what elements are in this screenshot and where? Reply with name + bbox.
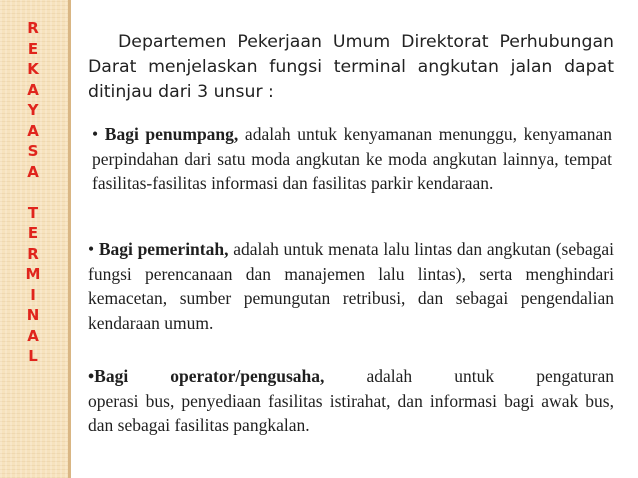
vertical-title — [22, 18, 44, 367]
intro-text: Departemen Pekerjaan Umum Direktorat Perhubungan Darat menjelaskan fungsi terminal angkutan jalan dapat ditinjau dari 3 unsur : — [88, 32, 614, 102]
title-letter: Y — [27, 101, 39, 119]
bullet-first-line — [88, 364, 614, 389]
title-letter: A — [27, 162, 39, 181]
bullet-heading: Bagi penumpang, — [104, 124, 239, 144]
bullet-heading-word-text: Bagi — [94, 366, 129, 386]
title-letter: A — [27, 121, 39, 140]
title-letter: M — [25, 265, 41, 283]
bullet-marker: • — [92, 124, 99, 144]
bullet-body-word: untuk — [454, 366, 495, 386]
bullet-body-word: pengaturan — [536, 366, 614, 386]
title-letter: K — [27, 60, 39, 78]
title-letter: R — [27, 244, 39, 263]
bullet-heading-word: operator/pengusaha, — [170, 366, 325, 386]
bullet-heading-word — [88, 364, 128, 389]
title-letter: I — [30, 285, 36, 304]
title-letter: A — [27, 80, 39, 99]
bullet-marker: • — [88, 366, 95, 386]
bullet-marker: • — [88, 239, 95, 259]
title-letter: E — [27, 224, 39, 242]
title-letter: L — [28, 347, 38, 365]
title-letter: E — [27, 39, 39, 58]
bullet-operator — [88, 364, 614, 438]
intro-paragraph — [88, 30, 614, 105]
title-letter: R — [27, 19, 39, 37]
bullet-pemerintah — [88, 237, 614, 335]
title-letter: T — [27, 203, 39, 222]
bullet-body-rest: operasi bus, penyediaan fasilitas istirahat, dan informasi bagi awak bus, dan sebagai fasilitas pangkalan. — [88, 390, 614, 435]
bullet-body: adalah untuk menata lalu lintas dan angkutan (sebagai fungsi perencanaan dan manajemen lalu lintas), serta menghindari kemacetan, sumber pemungutan retribusi, dan sebagai pengendalian kendaraan umum. — [88, 239, 615, 333]
bullet-heading: Bagi pemerintah, — [98, 239, 229, 259]
title-letter: N — [26, 306, 40, 324]
title-letter: S — [27, 142, 39, 160]
bullet-body-word: adalah — [366, 366, 413, 386]
sidebar-border — [68, 0, 71, 478]
title-letter: A — [27, 326, 39, 345]
bullet-body: adalah untuk kenyamanan menunggu, kenyamanan perpindahan dari satu moda angkutan ke moda angkutan lainnya, tempat fasilitas-fasilitas informasi dan fasilitas parkir kendaraan. — [92, 124, 613, 193]
bullet-penumpang — [92, 122, 612, 196]
